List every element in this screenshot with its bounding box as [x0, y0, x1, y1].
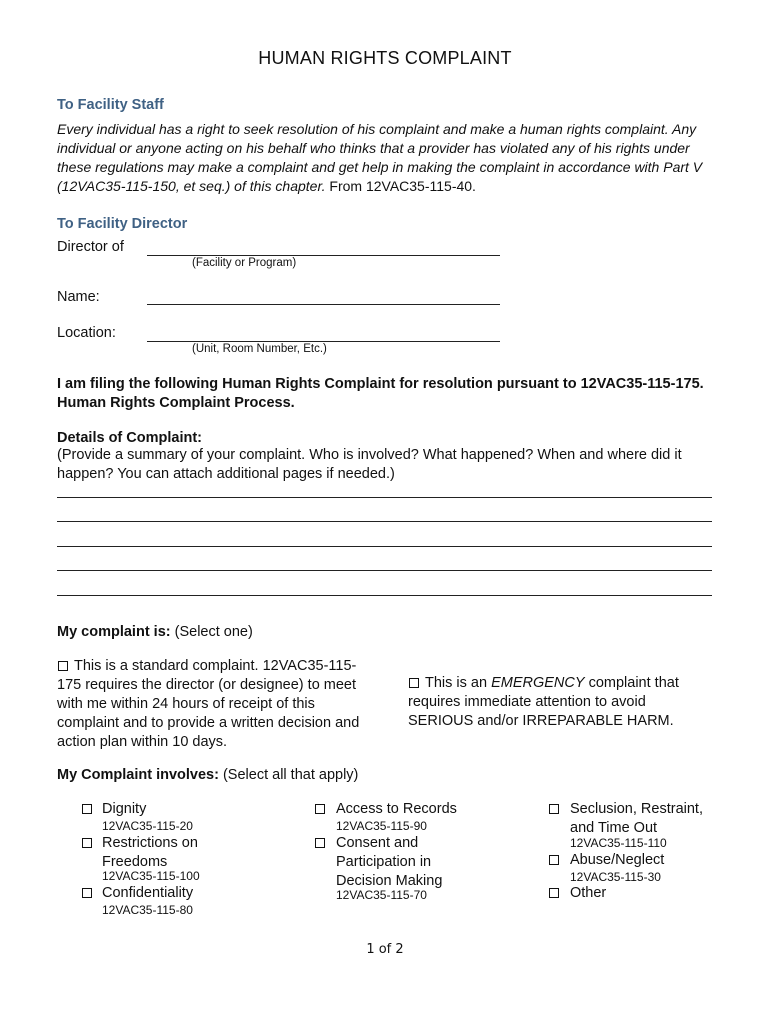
consent-checkbox[interactable]	[315, 838, 325, 848]
involves-label-bold: My Complaint involves:	[57, 767, 219, 783]
emergency-complaint-text	[408, 674, 708, 731]
details-line-4[interactable]	[57, 570, 712, 571]
consent-code: 12VAC35-115-70	[336, 888, 427, 902]
location-field[interactable]	[147, 341, 500, 342]
restrictions-label: Restrictions on Freedoms	[102, 835, 198, 870]
name-label: Name:	[57, 289, 100, 305]
page-number: 1 of 2	[366, 942, 404, 957]
seclusion-code: 12VAC35-115-110	[570, 836, 667, 850]
location-caption: (Unit, Room Number, Etc.)	[192, 343, 327, 355]
other-label: Other	[570, 885, 607, 901]
abuse-neglect-label: Abuse/Neglect	[570, 852, 665, 868]
seclusion-label: Seclusion, Restraint, and Time Out	[570, 801, 703, 836]
involves-label	[57, 766, 358, 785]
dignity-label: Dignity	[102, 801, 147, 817]
facility-staff-text	[57, 120, 727, 196]
emergency-text-post: complaint that requires immediate attention to avoid SERIOUS and/or IRREPARABLE HARM.	[408, 675, 679, 729]
filing-statement: I am filing the following Human Rights Complaint for resolution pursuant to 12VAC35-115-175. Human Rights Complaint Process.	[57, 376, 704, 411]
location-label: Location:	[57, 325, 116, 341]
confidentiality-checkbox[interactable]	[82, 888, 92, 898]
facility-staff-heading: To Facility Staff	[57, 97, 164, 113]
page-title: HUMAN RIGHTS COMPLAINT	[258, 48, 512, 68]
regulation-reference: From 12VAC35-115-40.	[325, 178, 476, 194]
confidentiality-label: Confidentiality	[102, 885, 194, 901]
other-checkbox[interactable]	[549, 888, 559, 898]
dignity-code: 12VAC35-115-20	[102, 819, 193, 833]
rights-statement: Every individual has a right to seek resolution of his complaint and make a human rights complaint. Any individual or anyone acting on his behalf who thinks that a provider has violated any of his rights under these regulations may make a complaint and get help in making the complaint in accordance with Part V (12VAC35-115-150, et seq.) of this chapter.	[57, 121, 703, 194]
restrictions-code: 12VAC35-115-100	[102, 869, 200, 883]
details-line-5[interactable]	[57, 595, 712, 596]
details-heading: Details of Complaint:	[57, 430, 203, 446]
seclusion-checkbox[interactable]	[549, 804, 559, 814]
emergency-text-em: EMERGENCY	[491, 675, 585, 691]
access-records-label: Access to Records	[336, 801, 457, 817]
abuse-neglect-checkbox[interactable]	[549, 855, 559, 865]
details-line-1[interactable]	[57, 497, 712, 498]
restrictions-checkbox[interactable]	[82, 838, 92, 848]
details-line-2[interactable]	[57, 521, 712, 522]
facility-director-heading: To Facility Director	[57, 216, 188, 232]
complaint-type-label-note: (Select one)	[170, 624, 253, 640]
confidentiality-code: 12VAC35-115-80	[102, 903, 193, 917]
director-of-label: Director of	[57, 239, 124, 255]
standard-complaint-text: This is a standard complaint. 12VAC35-115-175 requires the director (or designee) to meet with me within 24 hours of receipt of this complaint and to provide a written decision and action plan within 10 days.	[57, 658, 360, 750]
details-line-3[interactable]	[57, 546, 712, 547]
abuse-neglect-code: 12VAC35-115-30	[570, 870, 661, 884]
complaint-type-label	[57, 623, 253, 642]
dignity-checkbox[interactable]	[82, 804, 92, 814]
details-instructions: (Provide a summary of your complaint. Who is involved? What happened? When and where did it happen? You can attach additional pages if needed.)	[57, 447, 682, 482]
access-records-code: 12VAC35-115-90	[336, 819, 427, 833]
involves-label-note: (Select all that apply)	[218, 767, 359, 783]
consent-label: Consent and Participation in Decision Making	[336, 835, 443, 889]
emergency-text-pre: This is an	[425, 675, 492, 691]
name-field[interactable]	[147, 304, 500, 305]
director-of-field[interactable]	[147, 255, 500, 256]
complaint-type-label-bold: My complaint is:	[57, 624, 171, 640]
access-records-checkbox[interactable]	[315, 804, 325, 814]
director-caption: (Facility or Program)	[192, 257, 297, 269]
